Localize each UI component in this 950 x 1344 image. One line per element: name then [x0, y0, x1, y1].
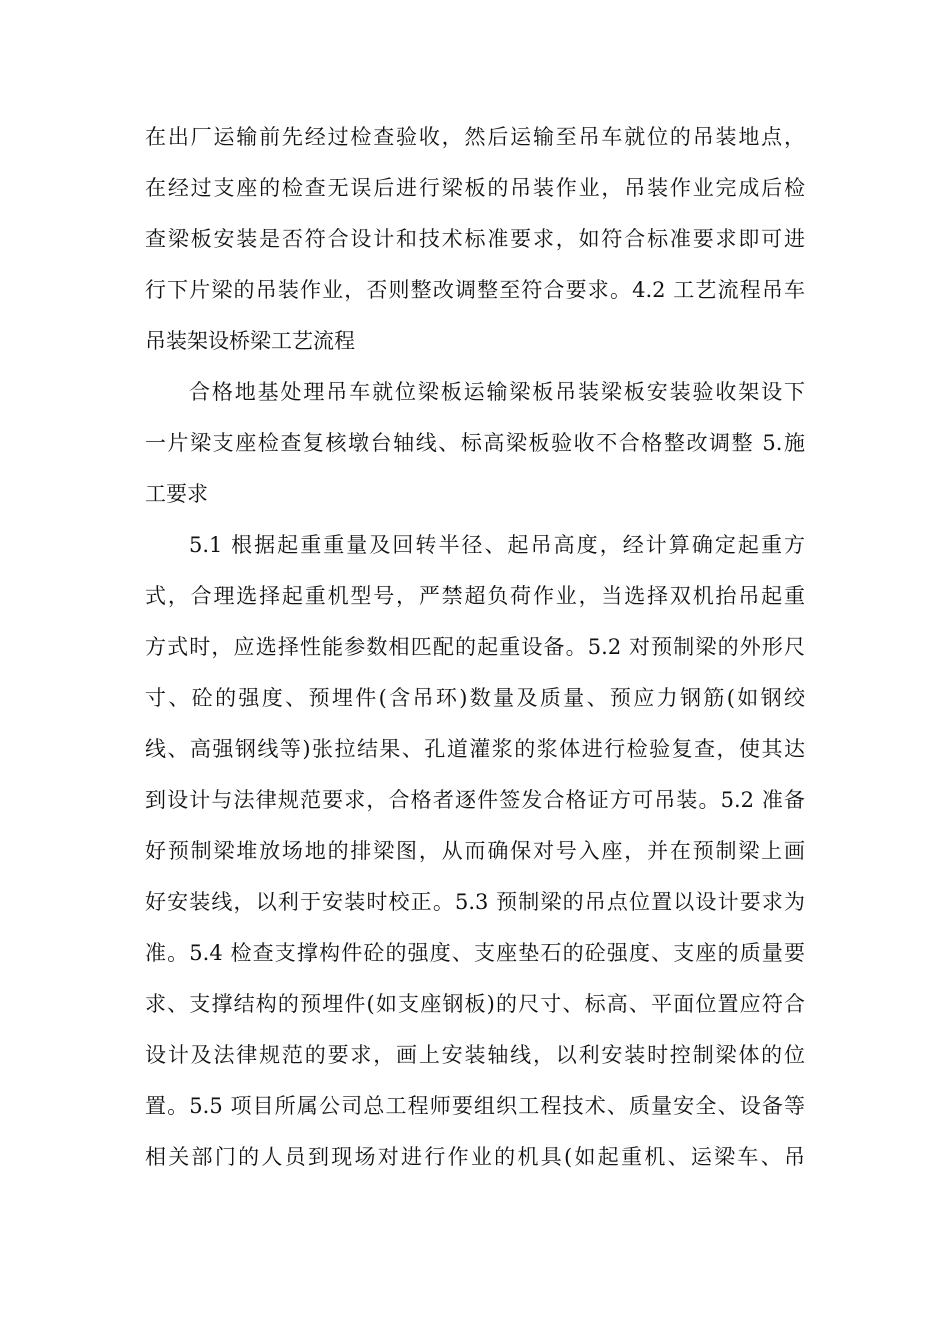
text-line: 寸、砼的强度、预埋件(含吊环)数量及质量、预应力钢筋(如钢绞 — [145, 686, 805, 710]
text-line: 好预制梁堆放场地的排梁图，从而确保对号入座，并在预制梁上画 — [145, 839, 805, 863]
text-line: 5.1 根据起重重量及回转半径、起吊高度，经计算确定起重方 — [189, 533, 805, 557]
text-line: 准。5.4 检查支撑构件砼的强度、支座垫石的砼强度、支座的质量要 — [145, 941, 805, 965]
text-line: 工要求 — [145, 482, 208, 506]
body-text — [145, 112, 805, 1183]
text-line: 行下片梁的吊装作业，否则整改调整至符合要求。4.2 工艺流程吊车 — [145, 278, 805, 302]
text-line: 方式时，应选择性能参数相匹配的起重设备。5.2 对预制梁的外形尺 — [145, 635, 805, 659]
text-line: 式，合理选择起重机型号，严禁超负荷作业，当选择双机抬吊起重 — [145, 584, 805, 608]
text-line: 线、高强钢线等)张拉结果、孔道灌浆的浆体进行检验复查，使其达 — [145, 737, 805, 761]
text-line: 相关部门的人员到现场对进行作业的机具(如起重机、运梁车、吊 — [145, 1145, 805, 1169]
text-line: 查梁板安装是否符合设计和技术标准要求，如符合标准要求即可进 — [145, 227, 805, 251]
text-line: 在经过支座的检查无误后进行梁板的吊装作业，吊装作业完成后检 — [145, 176, 805, 200]
text-line: 一片梁支座检查复核墩台轴线、标高梁板验收不合格整改调整 5.施 — [145, 431, 805, 455]
text-line: 求、支撑结构的预埋件(如支座钢板)的尺寸、标高、平面位置应符合 — [145, 992, 805, 1016]
text-line: 吊装架设桥梁工艺流程 — [145, 329, 355, 353]
text-line: 到设计与法律规范要求，合格者逐件签发合格证方可吊装。5.2 准备 — [145, 788, 805, 812]
text-line: 置。5.5 项目所属公司总工程师要组织工程技术、质量安全、设备等 — [145, 1094, 805, 1118]
text-line: 合格地基处理吊车就位梁板运输梁板吊装梁板安装验收架设下 — [189, 380, 805, 404]
text-line: 设计及法律规范的要求，画上安装轴线，以利安装时控制梁体的位 — [145, 1043, 805, 1067]
text-line: 在出厂运输前先经过检查验收，然后运输至吊车就位的吊装地点， — [145, 125, 805, 149]
text-line: 好安装线，以利于安装时校正。5.3 预制梁的吊点位置以设计要求为 — [145, 890, 805, 914]
